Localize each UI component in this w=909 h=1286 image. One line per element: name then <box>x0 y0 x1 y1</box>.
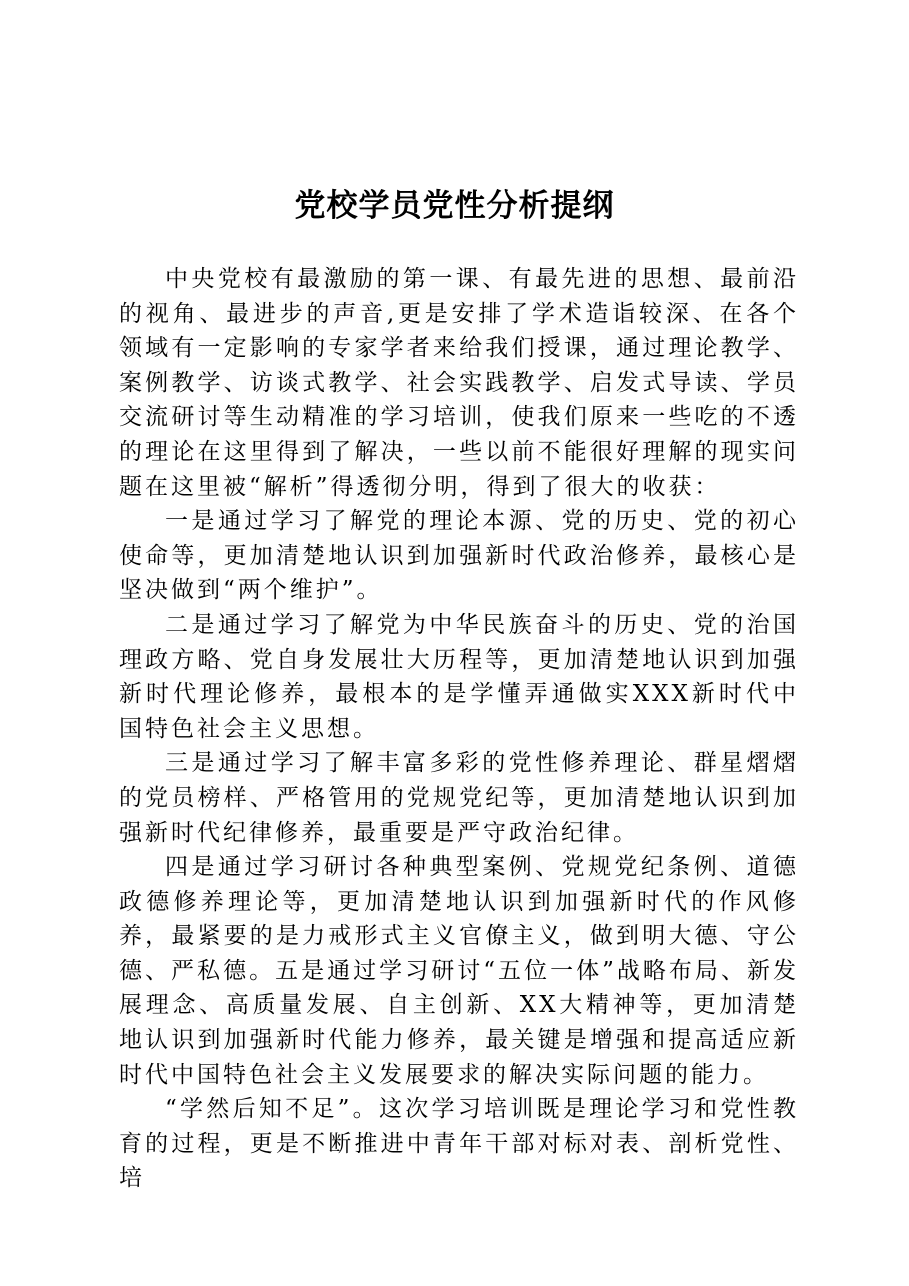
document-title: 党校学员党性分析提纲 <box>294 188 615 224</box>
paragraph-conclusion: “学然后知不足”。这次学习培训既是理论学习和党性教育的过程，更是不断推进中青年干部对标对表、剖析党性、培 <box>119 1096 799 1192</box>
paragraph-point-4-5: 四是通过学习研讨各种典型案例、党规党纪条例、道德政德修养理论等，更加清楚地认识到加强新时代的作风修养，最紧要的是力戒形式主义官僚主义，做到明大德、守公德、严私德。五是通过学习研讨“五位一体”战略布局、新发展理念、高质量发展、自主创新、XX大精神等，更加清楚地认识到加强新时代能力修养，最关键是增强和提高适应新时代中国特色社会主义发展要求的解决实际问题的能力。 <box>119 854 799 1088</box>
paragraph-point-3: 三是通过学习了解丰富多彩的党性修养理论、群星熠熠的党员榜样、严格管用的党规党纪等，更加清楚地认识到加强新时代纪律修养，最重要是严守政治纪律。 <box>119 750 799 846</box>
paragraph-intro: 中央党校有最激励的第一课、有最先进的思想、最前沿的视角、最进步的声音,更是安排了学术造诣较深、在各个领域有一定影响的专家学者来给我们授课，通过理论教学、案例教学、访谈式教学、社会实践教学、启发式导读、学员交流研讨等生动精准的学习培训，使我们原来一些吃的不透的理论在这里得到了解决，一些以前不能很好理解的现实问题在这里被“解析”得透彻分明，得到了很大的收获： <box>119 266 799 500</box>
document-body <box>119 262 799 1196</box>
paragraph-point-1: 一是通过学习了解党的理论本源、党的历史、党的初心使命等，更加清楚地认识到加强新时代政治修养，最核心是坚决做到“两个维护”。 <box>119 508 799 604</box>
paragraph-point-2: 二是通过学习了解党为中华民族奋斗的历史、党的治国理政方略、党自身发展壮大历程等，更加清楚地认识到加强新时代理论修养，最根本的是学懂弄通做实XXX新时代中国特色社会主义思想。 <box>119 611 799 742</box>
